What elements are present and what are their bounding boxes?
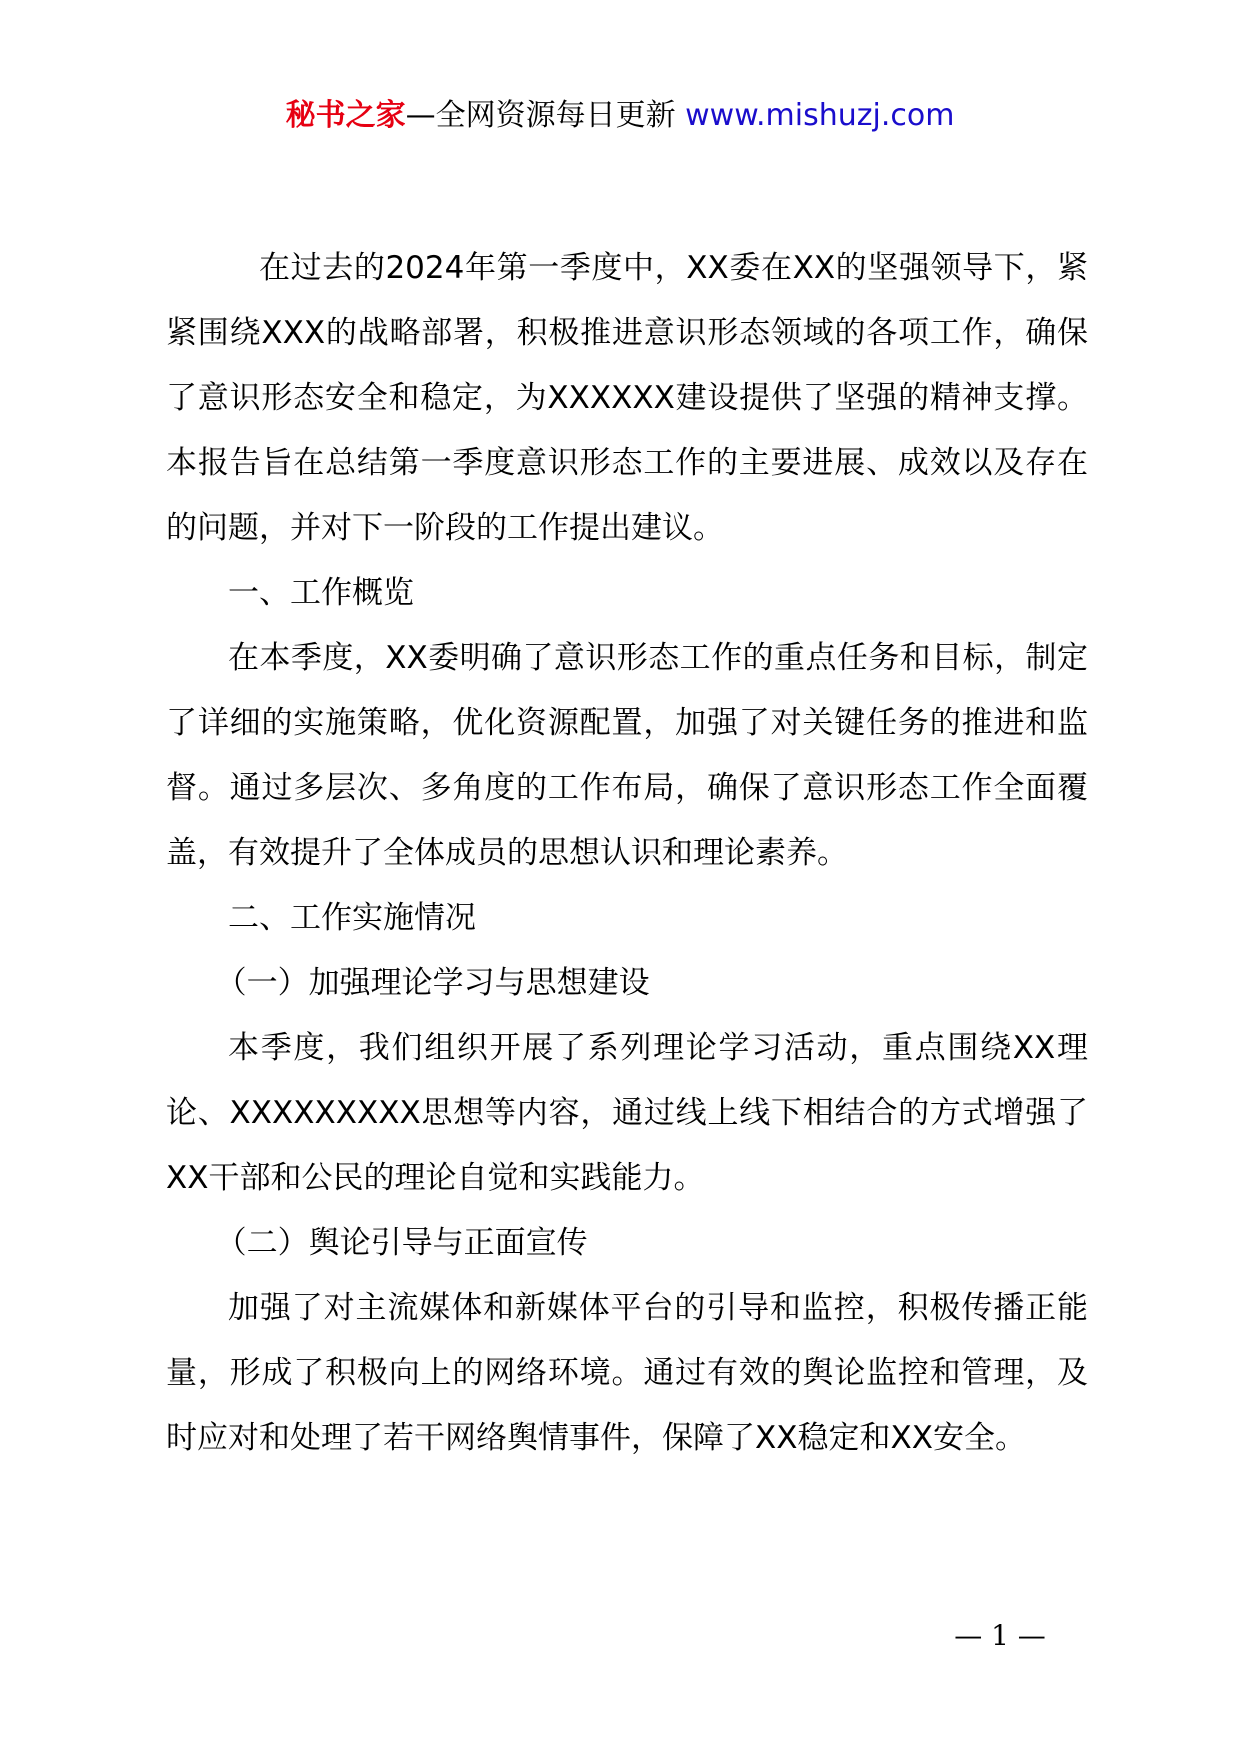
header-tagline: —全网资源每日更新 (405, 98, 676, 133)
document-body (166, 236, 1088, 1471)
page-header (0, 96, 1240, 136)
subsection-1-paragraph: 本季度，我们组织开展了系列理论学习活动，重点围绕XX理论、XXXXXXXXX思想等内容，通过线上线下相结合的方式增强了XX干部和公民的理论自觉和实践能力。 (166, 1030, 1088, 1196)
brand-name: 秘书之家 (285, 98, 406, 133)
subsection-2-paragraph: 加强了对主流媒体和新媒体平台的引导和监控，积极传播正能量，形成了积极向上的网络环境。通过有效的舆论监控和管理，及时应对和处理了若干网络舆情事件，保障了XX稳定和XX安全。 (166, 1290, 1088, 1456)
intro-paragraph: 在过去的2024年第一季度中，XX委在XX的坚强领导下，紧紧围绕XXX的战略部署，积极推进意识形态领域的各项工作，确保了意识形态安全和稳定，为XXXXXX建设提供了坚强的精神支撑。本报告旨在总结第一季度意识形态工作的主要进展、成效以及存在的问题，并对下一阶段的工作提出建议。 (166, 250, 1088, 546)
subsection-2-heading: （二）舆论引导与正面宣传 (215, 1225, 588, 1261)
section-2-heading: 二、工作实施情况 (228, 900, 476, 936)
subsection-1-heading: （一）加强理论学习与思想建设 (215, 965, 650, 1001)
section-1-paragraph: 在本季度，XX委明确了意识形态工作的重点任务和目标，制定了详细的实施策略，优化资源配置，加强了对关键任务的推进和监督。通过多层次、多角度的工作布局，确保了意识形态工作全面覆盖，有效提升了全体成员的思想认识和理论素养。 (166, 640, 1088, 871)
section-1-heading: 一、工作概览 (228, 575, 414, 611)
page-number: — 1 — (954, 1619, 1046, 1652)
website-link[interactable]: www.mishuzj.com (685, 98, 955, 133)
